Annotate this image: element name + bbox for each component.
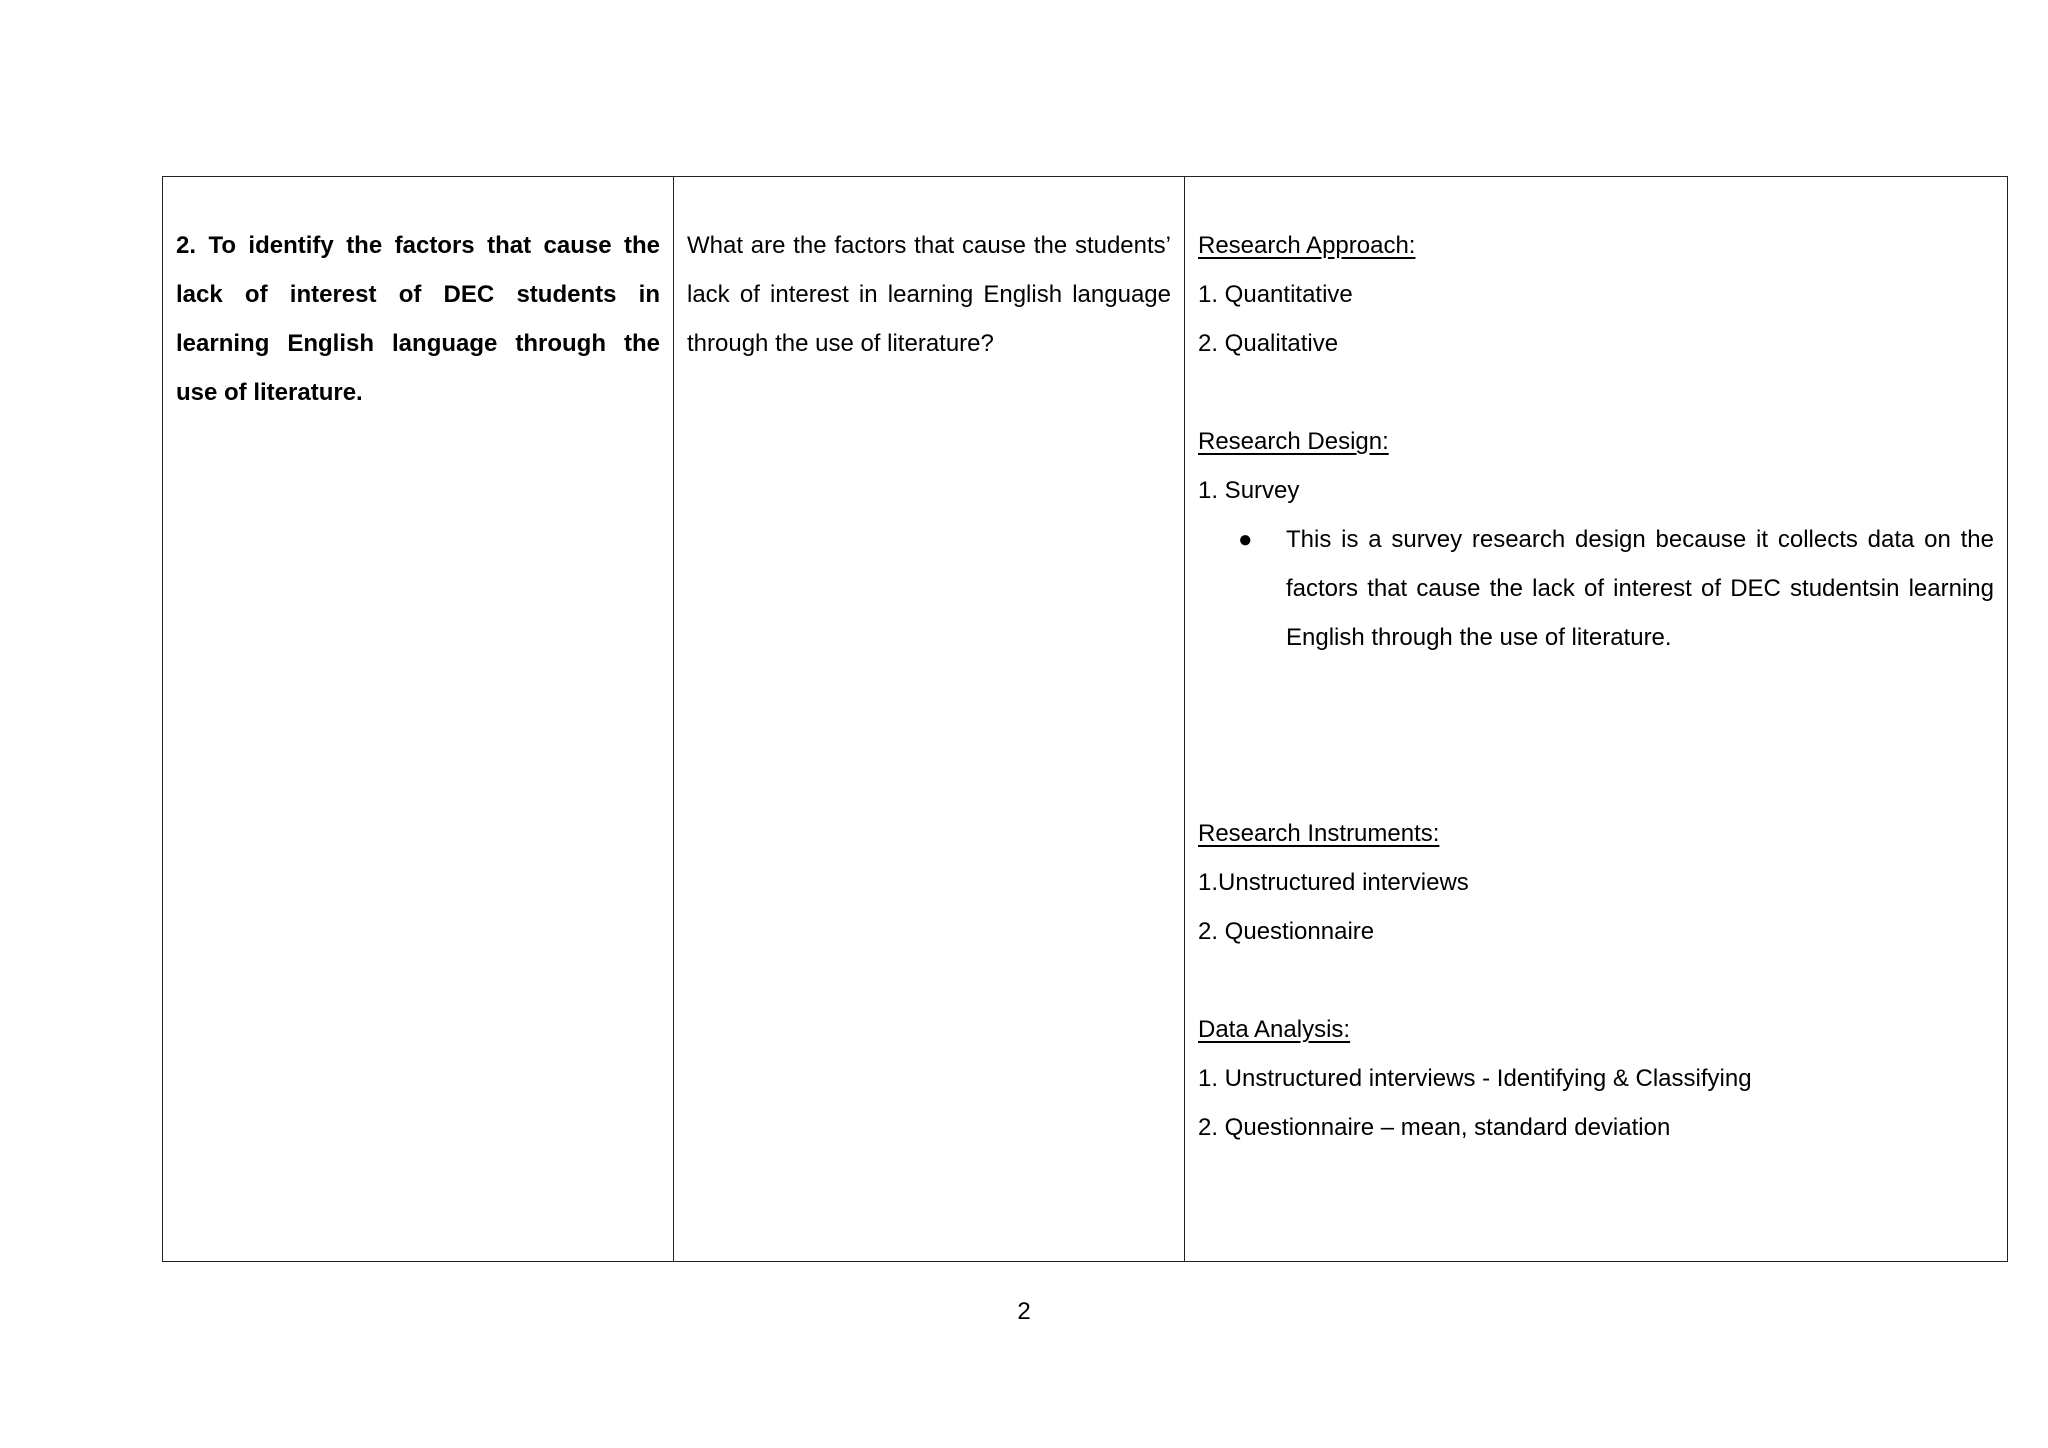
spacer bbox=[1198, 662, 1994, 760]
data-analysis-heading: Data Analysis: bbox=[1198, 1016, 1351, 1043]
instrument-item: 1.Unstructured interviews bbox=[1198, 869, 1469, 896]
research-design-heading: Research Design: bbox=[1198, 428, 1389, 455]
table-row bbox=[163, 177, 2008, 1262]
design-item: 1. Survey bbox=[1198, 477, 1300, 504]
instrument-item: 2. Questionnaire bbox=[1198, 918, 1375, 945]
research-question: What are the factors that cause the students’ lack of interest in learning English language through the use of literature? bbox=[687, 232, 1171, 357]
research-instruments-heading: Research Instruments: bbox=[1198, 820, 1440, 847]
design-bullet bbox=[1198, 515, 1994, 662]
approach-item: 2. Qualitative bbox=[1198, 330, 1339, 357]
research-objective: 2. To identify the factors that cause the lack of interest of DEC students in learning English language through the use of literature. bbox=[176, 232, 660, 406]
objective-cell bbox=[163, 177, 674, 1262]
research-matrix-table bbox=[162, 176, 2008, 1262]
analysis-item: 2. Questionnaire – mean, standard deviation bbox=[1198, 1114, 1671, 1141]
spacer bbox=[1198, 956, 1994, 1005]
question-cell bbox=[674, 177, 1185, 1262]
spacer bbox=[1198, 760, 1994, 809]
spacer bbox=[1198, 368, 1994, 417]
bullet-icon: ● bbox=[1238, 526, 1253, 553]
methodology-cell bbox=[1185, 177, 2008, 1262]
design-bullet-text: This is a survey research design because it collects data on the factors that cause the lack of interest of DEC studentsin learning English through the use of literature. bbox=[1286, 526, 1994, 651]
analysis-item: 1. Unstructured interviews - Identifying & Classifying bbox=[1198, 1065, 1752, 1092]
research-approach-heading: Research Approach: bbox=[1198, 232, 1416, 259]
page-number: 2 bbox=[1017, 1298, 1031, 1325]
approach-item: 1. Quantitative bbox=[1198, 281, 1353, 308]
